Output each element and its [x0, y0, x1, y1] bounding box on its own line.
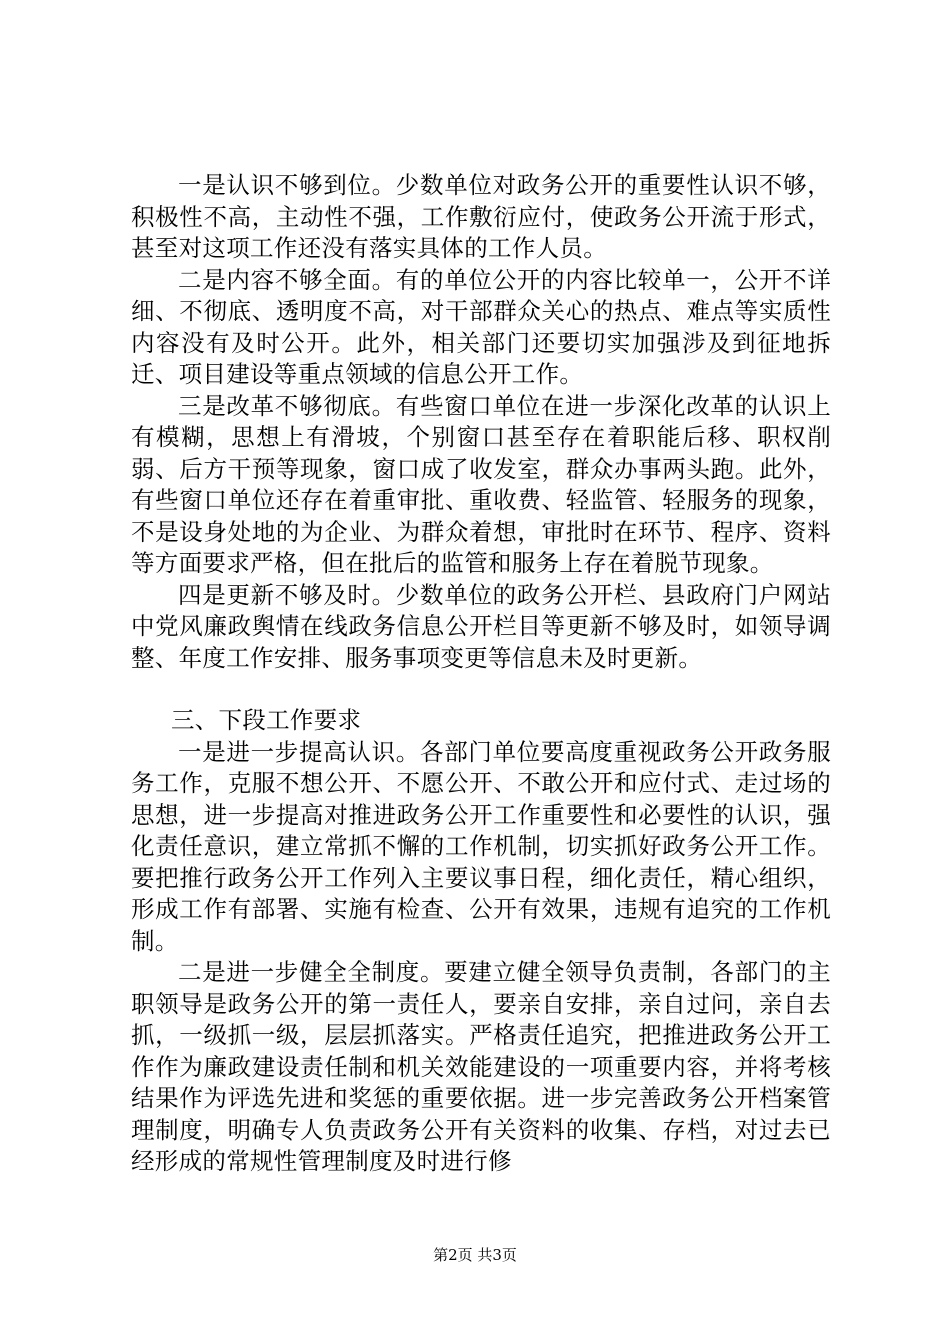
document-body	[131, 170, 831, 1178]
paragraph-requirement-1: 一是进一步提高认识。各部门单位要高度重视政务公开政务服务工作，克服不想公开、不愿公开、不敢公开和应付式、走过场的思想，进一步提高对推进政务公开工作重要性和必要性的认识，强化责任意识，建立常抓不懈的工作机制，切实抓好政务公开工作。要把推行政务公开工作列入主要议事日程，细化责任，精心组织，形成工作有部署、实施有检查、公开有效果，违规有追究的工作机制。	[131, 737, 831, 955]
paragraph-issue-4: 四是更新不够及时。少数单位的政务公开栏、县政府门户网站中党风廉政舆情在线政务信息公开栏目等更新不够及时，如领导调整、年度工作安排、服务事项变更等信息未及时更新。	[131, 580, 831, 672]
paragraph-issue-2: 二是内容不够全面。有的单位公开的内容比较单一，公开不详细、不彻底、透明度不高，对干部群众关心的热点、难点等实质性内容没有及时公开。此外，相关部门还要切实加强涉及到征地拆迁、项目建设等重点领域的信息公开工作。	[131, 265, 831, 388]
section-heading: 三、下段工作要求	[170, 706, 362, 734]
paragraph-issue-1: 一是认识不够到位。少数单位对政务公开的重要性认识不够，积极性不高，主动性不强，工作敷衍应付，使政务公开流于形式，甚至对这项工作还没有落实具体的工作人员。	[131, 171, 831, 262]
page-footer: 第2页 共3页	[433, 1246, 517, 1264]
paragraph-issue-3: 三是改革不够彻底。有些窗口单位在进一步深化改革的认识上有模糊，思想上有滑坡，个别窗口甚至存在着职能后移、职权削弱、后方干预等现象，窗口成了收发室，群众办事两头跑。此外，有些窗口单位还存在着重审批、重收费、轻监管、轻服务的现象，不是设身处地的为企业、为群众着想，审批时在环节、程序、资料等方面要求严格，但在批后的监管和服务上存在着脱节现象。	[131, 391, 831, 577]
paragraph-requirement-2: 二是进一步健全全制度。要建立健全领导负责制，各部门的主职领导是政务公开的第一责任人，要亲自安排，亲自过问，亲自去抓，一级抓一级，层层抓落实。严格责任追究，把推进政务公开工作作为廉政建设责任制和机关效能建设的一项重要内容，并将考核结果作为评选先进和奖惩的重要依据。进一步完善政务公开档案管理制度，明确专人负责政务公开有关资料的收集、存档，对过去已经形成的常规性管理制度及时进行修	[131, 958, 831, 1175]
